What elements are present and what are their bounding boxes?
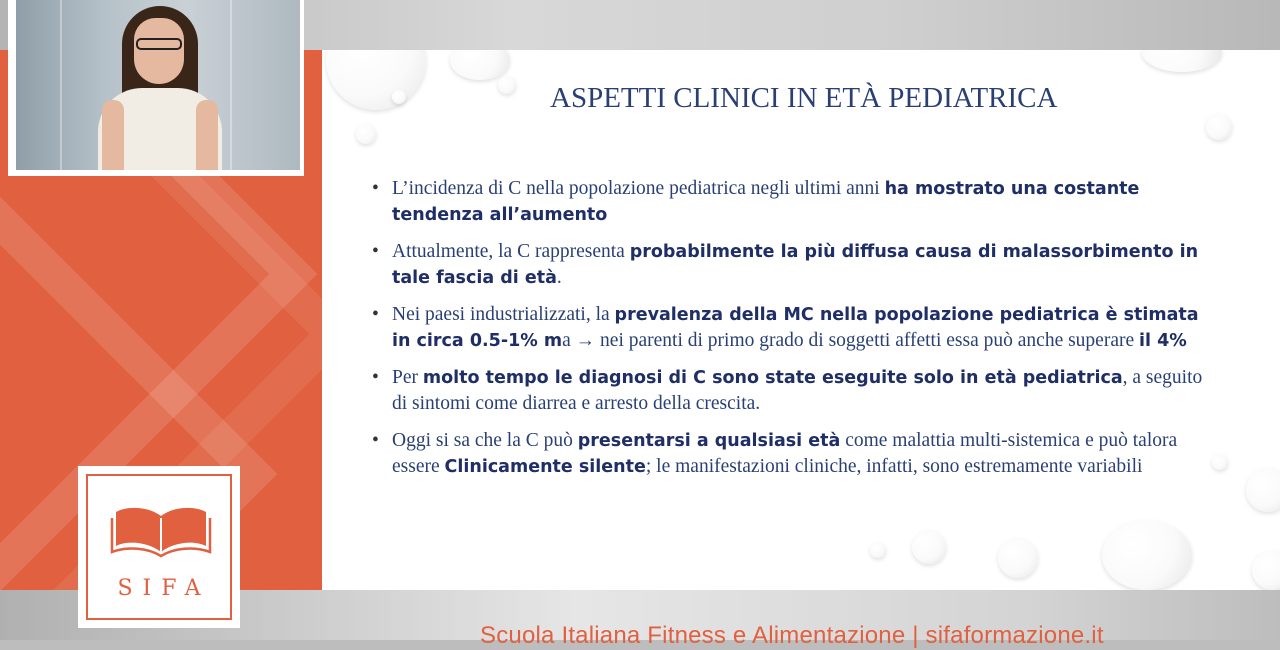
slide-title: ASPETTI CLINICI IN ETÀ PEDIATRICA [550, 82, 1058, 114]
bullet-bold-text: probabilmente la più diffusa causa di malassorbimento in tale fascia di età [392, 242, 1199, 288]
bullet-text: ; le manifestazioni cliniche, infatti, sono estremamente variabili [645, 456, 1143, 477]
footer-text: Scuola Italiana Fitness e Alimentazione | sifaformazione.it [480, 622, 1104, 649]
bullet-text: Per [392, 367, 423, 388]
bullet-bold-text: ha mostrato una costante tendenza all’aumento [392, 179, 1140, 225]
bullet-list [370, 176, 1210, 491]
bullet-text: come malattia multi-sistemica e può talora essere [392, 430, 1178, 477]
sifa-logo [78, 466, 240, 628]
bullet-text: . [556, 267, 562, 288]
presenter-webcam [8, 0, 304, 176]
open-book-icon [110, 502, 212, 558]
bullet-text: Attualmente, la C rappresenta [392, 241, 630, 262]
bullet-item [370, 176, 1210, 228]
logo-text: SIFA [117, 576, 211, 601]
bullet-bold-text: Clinicamente silente [444, 457, 646, 477]
bullet-text: , a seguito di sintomi come diarrea e arresto della crescita. [392, 367, 1203, 414]
bullet-bold-text: molto tempo le diagnosi di C sono state eseguite solo in età pediatrica [422, 368, 1123, 388]
bullet-item [370, 428, 1210, 480]
bullet-bold-text: presentarsi a qualsiasi età [577, 431, 841, 451]
bullet-item [370, 365, 1210, 417]
slide [322, 50, 1280, 590]
bullet-item [370, 302, 1210, 354]
bullet-bold-text: prevalenza della MC nella popolazione pediatrica è stimata in circa 0.5-1% m [392, 305, 1199, 351]
bubble-decoration [326, 50, 426, 110]
bullet-bold-text: il 4% [1139, 331, 1187, 351]
bullet-text: L’incidenza di C nella popolazione pediatrica negli ultimi anni [392, 178, 885, 199]
bullet-item [370, 239, 1210, 291]
bullet-text: a → nei parenti di primo grado di soggetti affetti essa può anche superare [562, 330, 1140, 351]
webcam-video [16, 0, 300, 170]
bullet-text: Nei paesi industrializzati, la [392, 304, 615, 325]
bullet-text: Oggi si sa che la C può [392, 430, 578, 451]
